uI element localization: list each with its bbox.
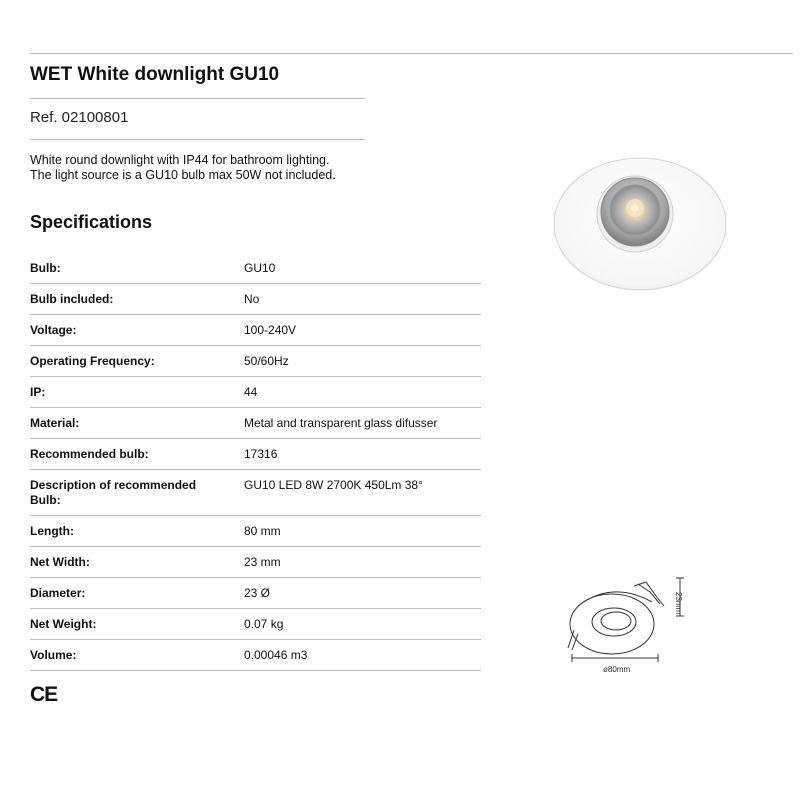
spec-value: 0.07 kg	[244, 617, 284, 631]
spec-value: 44	[244, 385, 258, 399]
spec-row-bulb	[30, 253, 481, 284]
spec-label: IP:	[30, 385, 46, 399]
spec-value: 50/60Hz	[244, 354, 289, 368]
spec-label: Recommended bulb:	[30, 447, 149, 461]
ce-mark: CE	[30, 683, 58, 706]
spec-label: Diameter:	[30, 586, 86, 600]
spec-label: Length:	[30, 524, 74, 538]
product-description	[30, 153, 390, 183]
spec-value: GU10	[244, 261, 276, 275]
spec-label: Volume:	[30, 648, 77, 662]
spec-row-recommended-bulb	[30, 439, 481, 470]
spec-row-voltage	[30, 315, 481, 346]
spec-value: 17316	[244, 447, 278, 461]
spec-row-diameter	[30, 578, 481, 609]
spec-label: Net Width:	[30, 555, 90, 569]
spec-value: No	[244, 292, 260, 306]
spec-row-frequency	[30, 346, 481, 377]
spec-value: GU10 LED 8W 2700K 450Lm 38°	[244, 478, 423, 492]
spec-value: 100-240V	[244, 323, 297, 337]
specifications-heading: Specifications	[30, 212, 153, 232]
product-photo	[552, 152, 732, 292]
spec-label: Description of recommended Bulb:	[30, 478, 197, 507]
specifications-table	[30, 253, 481, 671]
title-divider	[30, 98, 365, 99]
spec-value: 0.00046 m3	[244, 648, 308, 662]
spec-row-ip	[30, 377, 481, 408]
dimension-diagram	[560, 572, 690, 667]
spec-value: Metal and transparent glass difusser	[244, 416, 438, 430]
spec-label: Operating Frequency:	[30, 354, 155, 368]
spec-value: 23 Ø	[244, 586, 271, 600]
spec-label: Voltage:	[30, 323, 77, 337]
spec-row-material	[30, 408, 481, 439]
spec-row-net-width	[30, 547, 481, 578]
spec-label: Bulb:	[30, 261, 61, 275]
diameter-dimension-label: ø80mm	[603, 665, 631, 674]
spec-label: Net Weight:	[30, 617, 97, 631]
spec-row-bulb-description	[30, 470, 481, 516]
spec-row-bulb-included	[30, 284, 481, 315]
spec-row-net-weight	[30, 609, 481, 640]
top-divider	[30, 53, 793, 54]
height-dimension-label: 23mm	[674, 592, 683, 615]
description-line-1: White round downlight with IP44 for bathroom lighting.	[30, 153, 330, 167]
spec-row-volume	[30, 640, 481, 671]
product-title: WET White downlight GU10	[30, 64, 280, 85]
description-line-2: The light source is a GU10 bulb max 50W not included.	[30, 168, 336, 182]
reference-number: Ref. 02100801	[30, 109, 129, 126]
spec-value: 23 mm	[244, 555, 281, 569]
spec-label: Material:	[30, 416, 80, 430]
spec-value: 80 mm	[244, 524, 281, 538]
spec-row-length	[30, 516, 481, 547]
spec-label: Bulb included:	[30, 292, 114, 306]
reference-divider	[30, 139, 365, 140]
